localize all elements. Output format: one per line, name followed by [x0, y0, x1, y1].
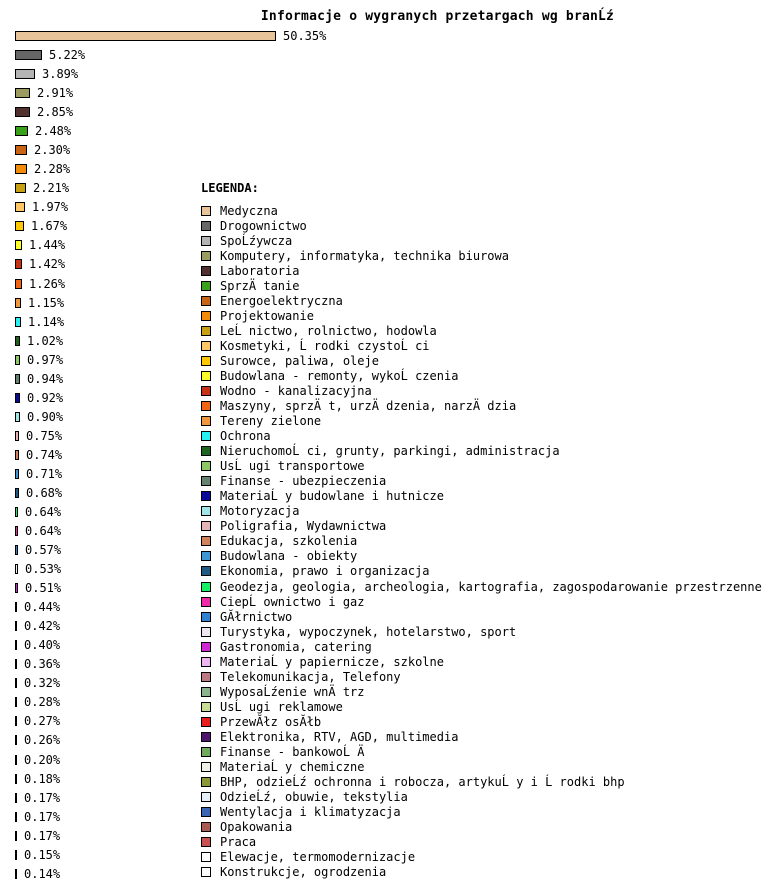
legend-swatch: [201, 657, 211, 667]
legend-swatch: [201, 597, 211, 607]
legend-label: Finanse - ubezpieczenia: [220, 474, 387, 488]
bar: [15, 735, 17, 745]
legend-swatch: [201, 221, 211, 231]
data-label: 0.53%: [25, 562, 62, 576]
data-label: 0.94%: [27, 372, 64, 386]
legend-swatch: [201, 762, 211, 772]
bar: [15, 869, 17, 879]
legend-label: MateriaĹ y papiernicze, szkolne: [220, 655, 444, 669]
bar: [15, 393, 20, 403]
legend-swatch: [201, 461, 211, 471]
data-label: 0.40%: [24, 638, 61, 652]
data-label: 3.89%: [42, 67, 79, 81]
legend-swatch: [201, 491, 211, 501]
legend-swatch: [201, 627, 211, 637]
legend-swatch: [201, 747, 211, 757]
legend-label: Wodno - kanalizacyjna: [220, 384, 372, 398]
legend-swatch: [201, 431, 211, 441]
legend-label: Motoryzacja: [220, 504, 300, 518]
legend-label: UsĹ ugi reklamowe: [220, 700, 343, 714]
legend-label: Ochrona: [220, 429, 271, 443]
data-label: 0.51%: [25, 581, 62, 595]
legend-label: UsĹ ugi transportowe: [220, 459, 365, 473]
legend-swatch: [201, 717, 211, 727]
data-label: 0.17%: [24, 829, 61, 843]
data-label: 0.36%: [24, 657, 61, 671]
bar: [15, 678, 17, 688]
legend-label: Opakowania: [220, 820, 293, 834]
data-label: 50.35%: [283, 29, 327, 43]
bar: [15, 221, 24, 231]
bar: [15, 507, 18, 517]
data-label: 1.26%: [29, 277, 66, 291]
bar: [15, 279, 22, 289]
legend-label: WyposaĹźenie wnÄ trz: [220, 685, 365, 699]
bar: [15, 621, 17, 631]
data-label: 0.15%: [24, 848, 61, 862]
bar: [15, 355, 20, 365]
data-label: 1.14%: [28, 315, 65, 329]
legend-label: Konstrukcje, ogrodzenia: [220, 865, 387, 879]
legend-swatch: [201, 236, 211, 246]
legend-label: Gastronomia, catering: [220, 640, 372, 654]
data-label: 0.74%: [26, 448, 63, 462]
data-label: 1.97%: [32, 200, 69, 214]
data-label: 0.42%: [24, 619, 61, 633]
legend-label: OdzieĹź, obuwie, tekstylia: [220, 790, 408, 804]
legend-label: Projektowanie: [220, 309, 314, 323]
legend-swatch: [201, 446, 211, 456]
data-label: 0.14%: [24, 867, 61, 881]
data-label: 0.28%: [24, 695, 61, 709]
data-label: 0.20%: [24, 753, 61, 767]
legend-label: CiepĹ ownictwo i gaz: [220, 595, 365, 609]
data-label: 0.90%: [27, 410, 64, 424]
legend-label: GĂłrnictwo: [220, 610, 293, 624]
legend-label: Geodezja, geologia, archeologia, kartografia, zagospodarowanie przestrzenne: [220, 580, 762, 594]
data-label: 0.18%: [24, 772, 61, 786]
legend-label: Komputery, informatyka, technika biurowa: [220, 249, 509, 263]
legend-swatch: [201, 732, 211, 742]
bar: [15, 659, 17, 669]
data-label: 0.75%: [26, 429, 63, 443]
legend-swatch: [201, 326, 211, 336]
bar: [15, 697, 17, 707]
bar: [15, 850, 17, 860]
legend-swatch: [201, 642, 211, 652]
legend-swatch: [201, 536, 211, 546]
legend-title: LEGENDA:: [201, 181, 259, 195]
bar: [15, 145, 27, 155]
chart-title: Informacje o wygranych przetargach wg branĹź: [260, 9, 615, 24]
bar: [15, 336, 20, 346]
legend-swatch: [201, 792, 211, 802]
bar: [15, 183, 26, 193]
legend-swatch: [201, 476, 211, 486]
bar: [15, 793, 17, 803]
data-label: 0.92%: [27, 391, 64, 405]
legend-label: Wentylacja i klimatyzacja: [220, 805, 401, 819]
bar: [15, 374, 20, 384]
legend-swatch: [201, 852, 211, 862]
data-label: 5.22%: [49, 48, 86, 62]
legend-label: LeĹ nictwo, rolnictwo, hodowla: [220, 324, 437, 338]
legend-swatch: [201, 356, 211, 366]
data-label: 2.91%: [37, 86, 74, 100]
legend-swatch: [201, 206, 211, 216]
bar: [15, 564, 18, 574]
bar: [15, 450, 19, 460]
legend-label: Tereny zielone: [220, 414, 322, 428]
legend-swatch: [201, 386, 211, 396]
legend-label: PrzewĂłz osĂłb: [220, 715, 322, 729]
legend-swatch: [201, 251, 211, 261]
bar: [15, 812, 17, 822]
bar: [15, 526, 18, 536]
legend-label: Budowlana - obiekty: [220, 549, 358, 563]
data-label: 1.42%: [29, 257, 66, 271]
legend-label: Elewacje, termomodernizacje: [220, 850, 416, 864]
bar: [15, 298, 21, 308]
bar: [15, 431, 19, 441]
legend-label: Ekonomia, prawo i organizacja: [220, 564, 430, 578]
data-label: 2.85%: [37, 105, 74, 119]
bar: [15, 583, 18, 593]
legend: [201, 204, 780, 880]
data-label: 1.44%: [29, 238, 66, 252]
bar: [15, 164, 27, 174]
bar: [15, 317, 21, 327]
data-label: 0.71%: [26, 467, 63, 481]
legend-swatch: [201, 506, 211, 516]
legend-swatch: [201, 296, 211, 306]
bar: [15, 107, 30, 117]
legend-swatch: [201, 777, 211, 787]
legend-swatch: [201, 702, 211, 712]
legend-label: SpoĹźywcza: [220, 234, 293, 248]
legend-label: Medyczna: [220, 204, 278, 218]
legend-label: BHP, odzieĹź ochronna i robocza, artykuĹ y i Ĺ rodki bhp: [220, 775, 625, 789]
bar: [15, 126, 28, 136]
legend-swatch: [201, 612, 211, 622]
data-label: 0.64%: [25, 505, 62, 519]
legend-swatch: [201, 807, 211, 817]
legend-swatch: [201, 521, 211, 531]
bar: [15, 831, 17, 841]
bar: [15, 774, 17, 784]
legend-label: Telekomunikacja, Telefony: [220, 670, 401, 684]
legend-label: Maszyny, sprzÄ t, urzÄ dzenia, narzÄ dzia: [220, 399, 517, 413]
bar: [15, 545, 18, 555]
legend-swatch: [201, 266, 211, 276]
data-label: 0.17%: [24, 810, 61, 824]
data-label: 1.15%: [28, 296, 65, 310]
data-label: 0.32%: [24, 676, 61, 690]
legend-label: Elektronika, RTV, AGD, multimedia: [220, 730, 459, 744]
legend-label: Laboratoria: [220, 264, 300, 278]
legend-label: MateriaĹ y chemiczne: [220, 760, 365, 774]
legend-label: MateriaĹ y budowlane i hutnicze: [220, 489, 444, 503]
legend-label: Energoelektryczna: [220, 294, 343, 308]
bar: [15, 240, 22, 250]
data-label: 2.30%: [34, 143, 71, 157]
bar: [15, 488, 19, 498]
legend-label: SprzÄ tanie: [220, 279, 300, 293]
data-label: 2.48%: [35, 124, 72, 138]
legend-swatch: [201, 582, 211, 592]
legend-label: Surowce, paliwa, oleje: [220, 354, 379, 368]
data-label: 0.17%: [24, 791, 61, 805]
bar: [15, 640, 17, 650]
data-label: 0.97%: [27, 353, 64, 367]
legend-swatch: [201, 311, 211, 321]
data-label: 0.27%: [24, 714, 61, 728]
legend-swatch: [201, 371, 211, 381]
data-label: 0.64%: [25, 524, 62, 538]
bar: [15, 88, 30, 98]
bar: [15, 716, 17, 726]
legend-label: Kosmetyki, Ĺ rodki czystoĹ ci: [220, 339, 430, 353]
legend-label: Finanse - bankowoĹ Ä: [220, 745, 365, 759]
legend-swatch: [201, 837, 211, 847]
legend-swatch: [201, 401, 211, 411]
data-label: 1.02%: [27, 334, 64, 348]
legend-swatch: [201, 416, 211, 426]
data-label: 0.68%: [26, 486, 63, 500]
bar: [15, 602, 17, 612]
bar: [15, 469, 19, 479]
legend-swatch: [201, 566, 211, 576]
bar: [15, 755, 17, 765]
legend-swatch: [201, 687, 211, 697]
legend-swatch: [201, 822, 211, 832]
data-label: 0.26%: [24, 733, 61, 747]
legend-swatch: [201, 867, 211, 877]
data-label: 2.21%: [33, 181, 70, 195]
bar: [15, 202, 25, 212]
legend-label: Turystyka, wypoczynek, hotelarstwo, sport: [220, 625, 517, 639]
legend-label: NieruchomoĹ ci, grunty, parkingi, administracja: [220, 444, 560, 458]
legend-label: Drogownictwo: [220, 219, 307, 233]
legend-label: Budowlana - remonty, wykoĹ czenia: [220, 369, 459, 383]
legend-label: Poligrafia, Wydawnictwa: [220, 519, 387, 533]
bar: [15, 50, 42, 60]
legend-swatch: [201, 341, 211, 351]
bar: [15, 31, 276, 41]
data-label: 0.57%: [25, 543, 62, 557]
bar: [15, 412, 20, 422]
bar: [15, 69, 35, 79]
legend-label: Edukacja, szkolenia: [220, 534, 358, 548]
bar: [15, 259, 22, 269]
data-label: 1.67%: [31, 219, 68, 233]
legend-swatch: [201, 281, 211, 291]
data-label: 0.44%: [24, 600, 61, 614]
legend-label: Praca: [220, 835, 257, 849]
data-label: 2.28%: [34, 162, 71, 176]
legend-swatch: [201, 672, 211, 682]
legend-swatch: [201, 551, 211, 561]
